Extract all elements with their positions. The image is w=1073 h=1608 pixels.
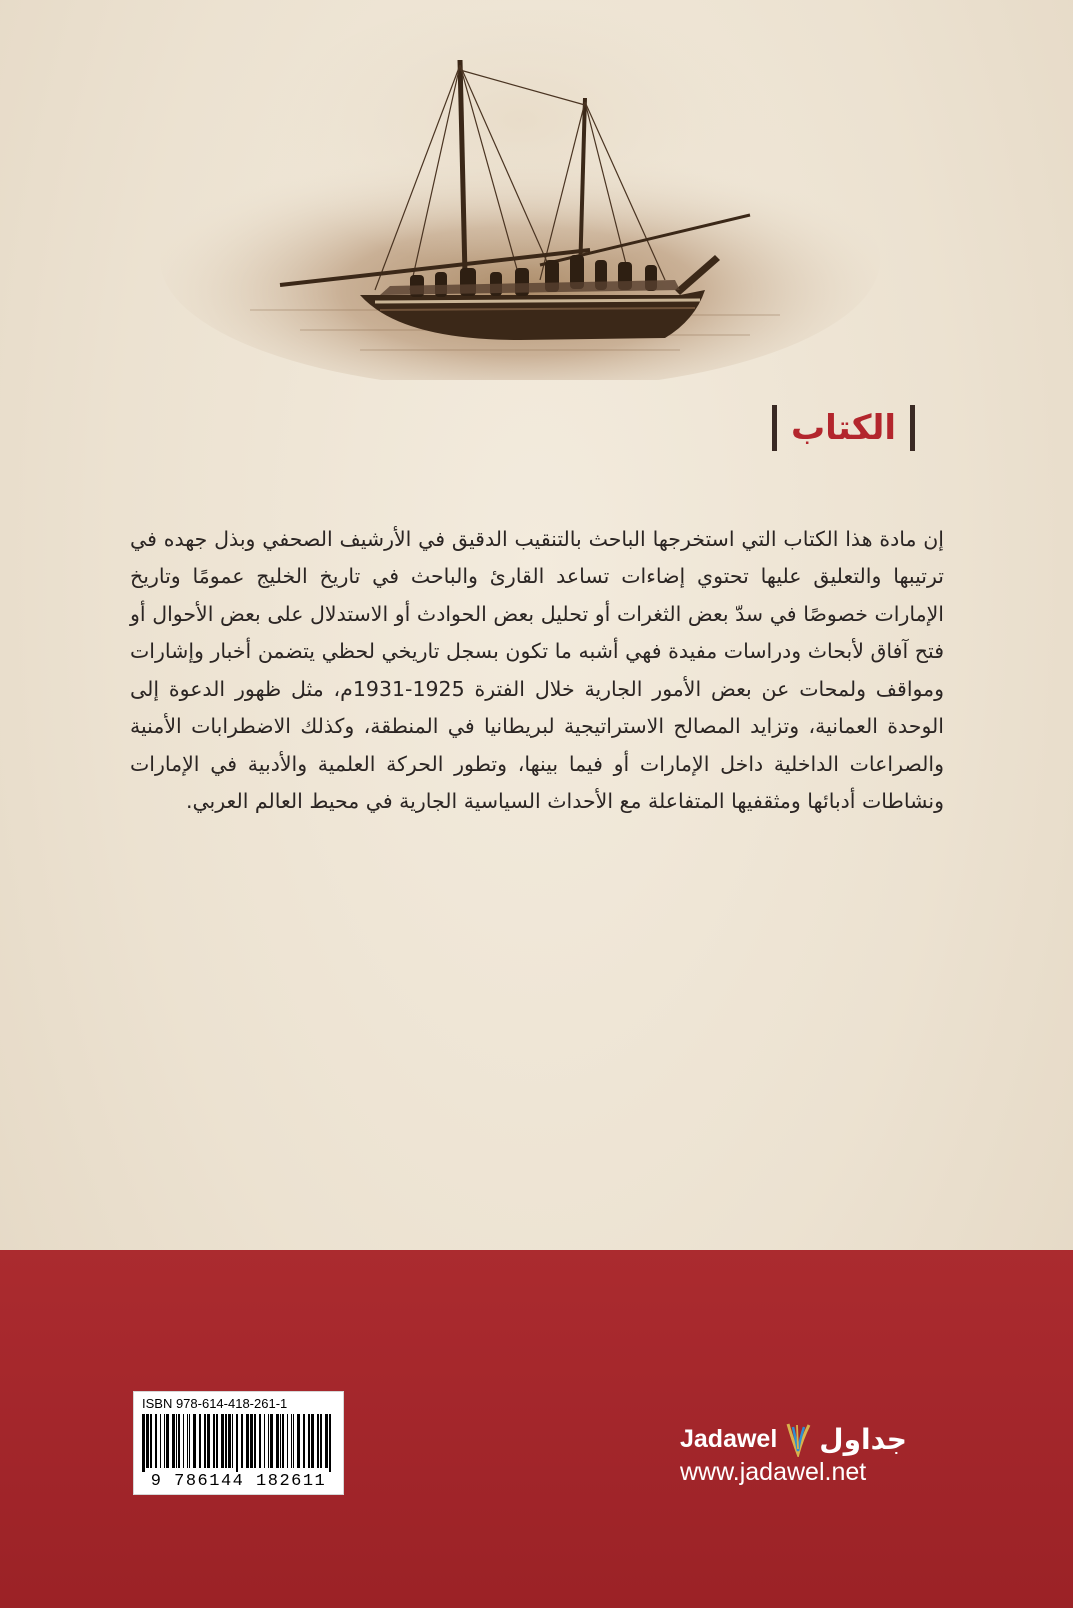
publisher-name-arabic: جداول	[819, 1422, 907, 1456]
publisher-name-latin: Jadawel	[680, 1424, 778, 1453]
heading-right-bar	[910, 405, 915, 451]
book-description: إن مادة هذا الكتاب التي استخرجها الباحث بالتنقيب الدقيق في الأرشيف الصحفي وبذل جهده في ترتيبها والتعليق عليها تحتوي إضاءات تساعد القارئ والباحث في تاريخ الخليج عمومًا وتاريخ الإمارات خصوصًا في سدّ بعض الثغرات أو تحليل بعض الحوادث أو الاستدلال على بعض الأحوال أو فتح آفاق لأبحاث ودراسات مفيدة فهي أشبه ما تكون بسجل تاريخي لحظي يتضمن أخبار وإشارات ومواقف ولمحات عن بعض الأمور الجارية خلال الفترة 1925-1931م، مثل ظهور الدعوة إلى الوحدة العمانية، وتزايد المصالح الاستراتيجية لبريطانيا في المنطقة، وكذلك الاضطرابات الأمنية والصراعات الداخلية داخل الإمارات أو فيما بينها، وتطور الحركة العلمية والأدبية في الإمارات ونشاطات أدبائها ومثقفيها المتفاعلة مع الأحداث السياسية الجارية في محيط العالم العربي.	[130, 526, 944, 813]
publisher-mark-icon	[785, 1421, 811, 1457]
section-heading	[772, 405, 915, 451]
publisher-logo	[680, 1418, 930, 1498]
isbn-label: ISBN 978-614-418-261-1	[142, 1396, 288, 1411]
heading-title: الكتاب	[790, 408, 896, 448]
isbn-barcode	[133, 1391, 344, 1495]
dhow-photo	[160, 10, 880, 380]
heading-left-bar	[772, 405, 777, 451]
barcode-bars	[140, 1414, 337, 1472]
publisher-url: www.jadawel.net	[680, 1458, 867, 1486]
barcode-digits: 9 786144 182611	[134, 1472, 343, 1492]
